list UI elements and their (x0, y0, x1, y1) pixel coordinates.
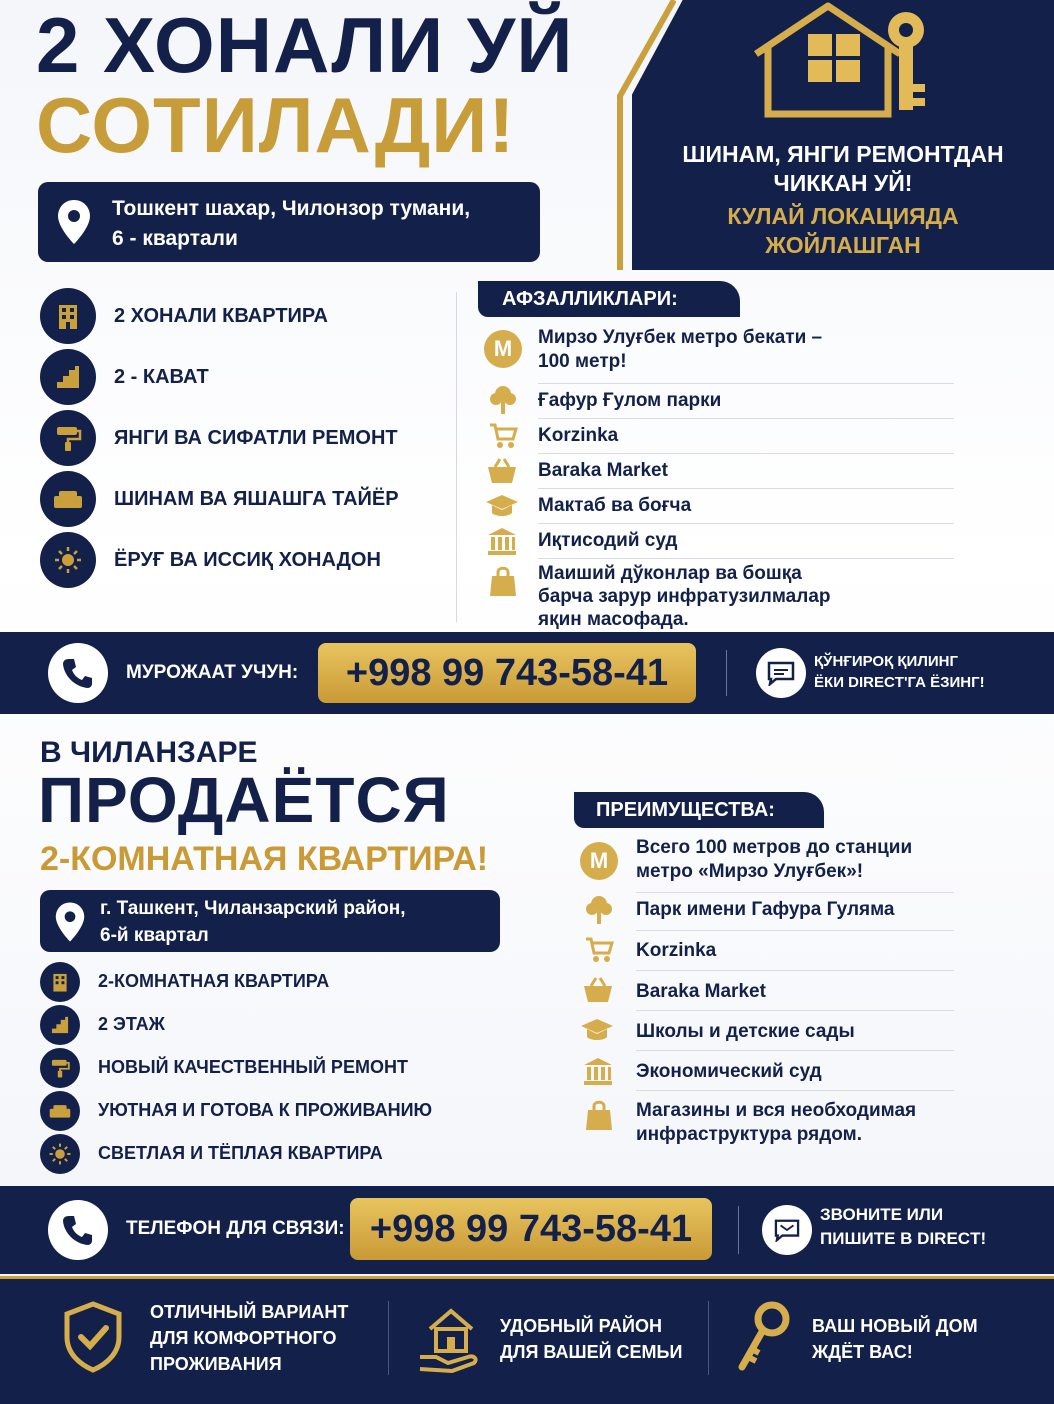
uz-advantage-1 (538, 326, 822, 374)
shopping-bag-icon (488, 566, 518, 598)
hero-line1: ШИНАМ, ЯНГИ РЕМОНТДАН (682, 141, 1004, 167)
uz-advantage-7 (538, 563, 831, 631)
uz-message-text (814, 651, 985, 693)
cart-icon (584, 936, 614, 964)
paint-roller-icon (40, 410, 96, 466)
ru-feature-label-1: 2-КОМНАТНАЯ КВАРТИРА (98, 971, 330, 991)
ru-location-line1: г. Ташкент, Чиланзарский район, (100, 898, 406, 919)
ru-advantage-2: Парк имени Гафура Гуляма (636, 899, 895, 920)
uz-location-line2: 6 - квартали (112, 227, 238, 251)
uz-advantages-title: АФЗАЛЛИКЛАРИ: (478, 281, 740, 317)
ru-feature-label-3: НОВЫЙ КАЧЕСТВЕННЫЙ РЕМОНТ (98, 1057, 408, 1077)
divider (538, 488, 954, 489)
uz-feature-label-3: ЯНГИ ВА СИФАТЛИ РЕМОНТ (114, 427, 398, 449)
basket-icon (582, 976, 614, 1004)
ru-contact-label: ТЕЛЕФОН ДЛЯ СВЯЗИ: (126, 1218, 345, 1239)
ru-location-box (40, 890, 500, 952)
ru-location-line2: 6-й квартал (100, 924, 209, 946)
house-hand-icon (418, 1301, 484, 1373)
divider (538, 558, 954, 559)
uz-advantage-5: Мактаб ва боғча (538, 495, 692, 516)
ru-feature-label-4: УЮТНАЯ И ГОТОВА К ПРОЖИВАНИЮ (98, 1100, 433, 1120)
ru-advantages-title: ПРЕИМУЩЕСТВА: (574, 792, 824, 828)
uz-column-divider (456, 292, 457, 622)
uz-advantage-7-line1: Маиший дўконлар ва бошқа (538, 563, 802, 584)
ru-advantage-1 (636, 836, 912, 884)
ru-location-text (100, 896, 406, 949)
uz-advantage-3: Korzinka (538, 425, 619, 446)
uz-message-line1: ҚЎНҒИРОҚ ҚИЛИНГ (814, 653, 958, 670)
uz-advantage-1-line1: Мирзо Улуғбек метро бекати – (538, 327, 823, 348)
sun-icon (40, 1134, 80, 1174)
key-icon (736, 1301, 792, 1373)
ru-advantage-1-line2: метро «Мирзо Улуғбек»! (636, 860, 864, 882)
footer-item-2-line2: ДЛЯ ВАШЕЙ СЕМЬИ (500, 1342, 683, 1363)
divider (738, 1206, 739, 1254)
uz-advantage-4: Baraka Market (538, 460, 668, 481)
footer-item-1-line3: ПРОЖИВАНИЯ (150, 1354, 282, 1375)
uz-phone-number[interactable]: +998 99 743-58-41 (318, 643, 696, 703)
sun-icon (40, 532, 96, 588)
footer-item-3-line2: ЖДЁТ ВАС! (812, 1342, 913, 1363)
hero-line4: ЖОЙЛАШГАН (765, 232, 921, 259)
uz-advantage-7-line3: яқин масофада. (538, 608, 689, 630)
footer-item-3-line1: ВАШ НОВЫЙ ДОМ (812, 1316, 978, 1336)
court-building-icon (582, 1056, 614, 1086)
ru-contact-bar (0, 1186, 1054, 1274)
uz-advantage-7-line2: барча зарур инфратузилмалар (538, 585, 831, 607)
divider (538, 383, 954, 384)
stairs-icon (40, 349, 96, 405)
shield-check-icon (62, 1301, 124, 1373)
basket-icon (486, 457, 518, 485)
ru-message-line1: ЗВОНИТЕ ИЛИ (820, 1205, 944, 1224)
uz-advantage-1-line2: 100 метр! (538, 350, 627, 372)
uz-advantages-list (484, 326, 954, 636)
uz-location-box (38, 182, 540, 262)
divider (388, 1301, 389, 1375)
ru-advantage-6: Экономический суд (636, 1061, 822, 1082)
ru-advantage-7-line2: инфраструктура рядом. (636, 1123, 862, 1145)
ru-title-line2: ПРОДАЁТСЯ (38, 764, 450, 836)
divider (726, 650, 727, 696)
footer (0, 1276, 1054, 1404)
stairs-icon (40, 1005, 80, 1045)
ru-advantage-7 (636, 1099, 916, 1147)
ru-advantages-list (578, 836, 954, 1156)
divider (636, 1050, 954, 1051)
uz-title-line1: 2 ХОНАЛИ УЙ (36, 1, 574, 89)
graduation-cap-icon (578, 1016, 616, 1044)
uz-feature-label-5: ЁРУҒ ВА ИССИҚ ХОНАДОН (114, 549, 381, 571)
location-pin-icon (56, 198, 92, 246)
uz-message-line2: ЁКИ DIRECT'ГА ЁЗИНГ! (814, 674, 985, 691)
uz-feature-label-1: 2 ХОНАЛИ КВАРТИРА (114, 305, 328, 327)
tree-icon (486, 382, 520, 416)
metro-icon: M (484, 330, 522, 368)
divider (538, 453, 954, 454)
uz-advantage-6: Иқтисодий суд (538, 530, 678, 551)
message-icon[interactable] (762, 1205, 812, 1255)
message-icon[interactable] (756, 648, 806, 698)
shopping-bag-icon (584, 1100, 614, 1132)
divider (538, 418, 954, 419)
footer-item-2-line1: УДОБНЫЙ РАЙОН (500, 1316, 662, 1336)
phone-icon[interactable] (48, 643, 108, 703)
ru-advantage-1-line1: Всего 100 метров до станции (636, 837, 913, 858)
ru-feature-label-2: 2 ЭТАЖ (98, 1014, 165, 1034)
metro-icon: M (580, 842, 618, 880)
building-icon (40, 962, 80, 1002)
footer-item-1-line1: ОТЛИЧНЫЙ ВАРИАНТ (150, 1302, 349, 1322)
ru-feature-label-5: СВЕТЛАЯ И ТЁПЛАЯ КВАРТИРА (98, 1143, 383, 1163)
ru-message-text (820, 1203, 986, 1251)
uz-feature-label-2: 2 - КАВАТ (114, 366, 209, 388)
court-building-icon (486, 526, 518, 556)
uz-title-line2: СОТИЛАДИ! (36, 81, 516, 169)
hero-text-white (632, 140, 1054, 199)
uz-location-text (112, 194, 470, 255)
uz-advantage-2: Ғафур Ғулом парки (538, 390, 722, 411)
uz-contact-label: МУРОЖААТ УЧУН: (126, 662, 299, 683)
ru-title-line3: 2-КОМНАТНАЯ КВАРТИРА! (40, 840, 489, 878)
footer-item-3 (812, 1313, 978, 1365)
ru-message-line2: ПИШИТЕ В DIRECT! (820, 1228, 987, 1248)
footer-item-1 (150, 1299, 348, 1377)
tree-icon (582, 892, 616, 926)
divider (538, 523, 954, 524)
ru-advantage-5: Школы и детские сады (636, 1021, 855, 1042)
hero-line3: КУЛАЙ ЛОКАЦИЯДА (727, 203, 959, 229)
footer-item-1-line2: ДЛЯ КОМФОРТНОГО (150, 1328, 337, 1349)
ru-advantage-4: Baraka Market (636, 981, 766, 1002)
ru-advantage-7-line1: Магазины и вся необходимая (636, 1100, 917, 1121)
house-key-icon (736, 0, 956, 128)
footer-item-2 (500, 1313, 682, 1365)
uz-feature-label-4: ШИНАМ ВА ЯШАШГА ТАЙЁР (114, 488, 399, 510)
uz-location-line1: Тошкент шахар, Чилонзор тумани, (112, 197, 471, 220)
graduation-cap-icon (484, 492, 520, 520)
sofa-icon (40, 471, 96, 527)
hero-line2: ЧИККАН УЙ! (773, 170, 913, 197)
uz-contact-bar (0, 632, 1054, 714)
divider (636, 970, 954, 971)
ru-title-line1: В ЧИЛАНЗАРЕ (40, 736, 258, 769)
divider (636, 1090, 954, 1091)
location-pin-icon (54, 900, 86, 944)
divider (636, 930, 954, 931)
divider (636, 892, 954, 893)
divider (708, 1301, 709, 1375)
hero-text-gold (632, 202, 1054, 261)
cart-icon (488, 422, 518, 450)
sofa-icon (40, 1091, 80, 1131)
divider (636, 1010, 954, 1011)
ru-phone-number[interactable]: +998 99 743-58-41 (350, 1198, 712, 1260)
paint-roller-icon (40, 1048, 80, 1088)
phone-icon[interactable] (48, 1200, 108, 1260)
building-icon (40, 288, 96, 344)
ru-advantage-3: Korzinka (636, 940, 717, 961)
